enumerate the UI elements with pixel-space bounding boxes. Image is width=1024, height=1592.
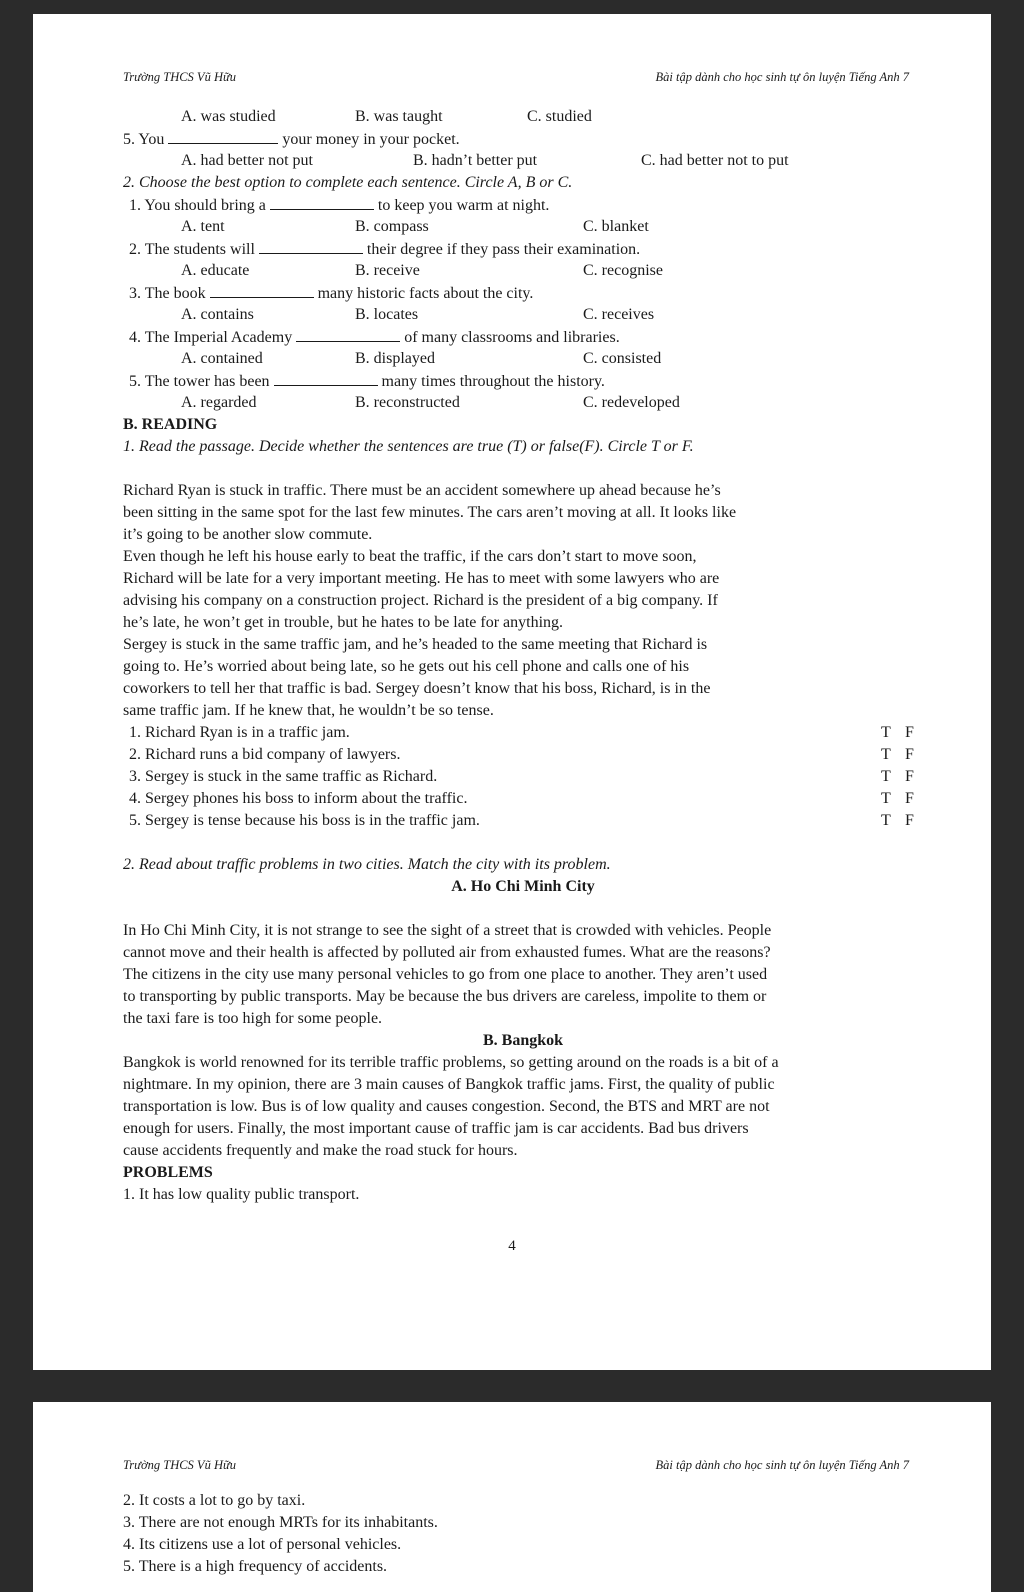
question-start: 2. The students will	[129, 241, 255, 258]
problems-list-continued	[123, 1490, 923, 1578]
paragraph-line: Bangkok is world renowned for its terrible traffic problems, so getting around on the roads is a bit of a	[123, 1054, 779, 1071]
tf-options	[881, 766, 929, 788]
paragraph-line: transportation is low. Bus is of low quality and causes congestion. Second, the BTS and MRT are not	[123, 1098, 770, 1115]
passage-line: coworkers to tell her that traffic is bad. Sergey doesn’t know that his boss, Richard, is in the	[123, 680, 711, 697]
passage-line: he’s late, he won’t get in trouble, but he hates to be late for anything.	[123, 614, 564, 631]
option-a: A. tent	[181, 218, 225, 235]
page-1-content	[123, 106, 923, 1206]
s2-q5	[123, 370, 923, 392]
problem-item: 3. There are not enough MRTs for its inhabitants.	[123, 1514, 438, 1531]
option-c: C. recognise	[583, 262, 663, 279]
tf-options	[881, 722, 929, 744]
paragraph-line: In Ho Chi Minh City, it is not strange to see the sight of a street that is crowded with vehicles. People	[123, 922, 772, 939]
passage-line: Richard Ryan is stuck in traffic. There must be an accident somewhere up ahead because he’s	[123, 482, 721, 499]
option-b: B. hadn’t better put	[413, 152, 538, 169]
false-option[interactable]: F	[905, 724, 914, 741]
grammar-q5	[123, 128, 923, 150]
option-a: A. had better not put	[181, 152, 313, 169]
false-option[interactable]: F	[905, 812, 914, 829]
grammar-q5-options	[123, 150, 923, 172]
statement-text: 3. Sergey is stuck in the same traffic as Richard.	[129, 768, 438, 785]
passage-line: it’s going to be another slow commute.	[123, 526, 373, 543]
question-start: 5. You	[123, 131, 165, 148]
paragraph-line: to transporting by public transports. May be because the bus drivers are careless, impolite to them or	[123, 988, 767, 1005]
option-b: B. was taught	[355, 108, 443, 125]
option-b: B. locates	[355, 306, 419, 323]
tf-statement	[123, 744, 923, 766]
statement-text: 2. Richard runs a bid company of lawyers.	[129, 746, 401, 763]
header-school-name: Trường THCS Vũ Hữu	[123, 70, 237, 84]
reading-instruction-1: 1. Read the passage. Decide whether the sentences are true (T) or false(F). Circle T or F.	[123, 438, 694, 455]
passage-line: same traffic jam. If he knew that, he wouldn’t be so tense.	[123, 702, 494, 719]
true-option[interactable]: T	[881, 746, 891, 763]
option-b: B. reconstructed	[355, 394, 460, 411]
option-a: A. was studied	[181, 108, 276, 125]
page-number: 4	[508, 1238, 516, 1254]
true-false-list	[123, 722, 923, 832]
option-b: B. compass	[355, 218, 429, 235]
answer-blank	[274, 370, 378, 386]
reading-passage	[123, 480, 923, 722]
grammar-q4-options	[123, 106, 923, 128]
question-start: 1. You should bring a	[129, 197, 266, 214]
passage-line: Sergey is stuck in the same traffic jam, and he’s headed to the same meeting that Richard is	[123, 636, 708, 653]
true-option[interactable]: T	[881, 790, 891, 807]
tf-statement	[123, 810, 923, 832]
option-a: A. contains	[181, 306, 254, 323]
option-a: A. educate	[181, 262, 250, 279]
option-c: C. blanket	[583, 218, 649, 235]
question-end: many historic facts about the city.	[317, 285, 534, 302]
city-b-text	[123, 1052, 923, 1162]
option-a: A. contained	[181, 350, 263, 367]
s2-q3-options	[123, 304, 923, 326]
answer-blank	[210, 282, 314, 298]
option-b: B. displayed	[355, 350, 435, 367]
paragraph-line: cannot move and their health is affected by polluted air from exhausted fumes. What are the reasons?	[123, 944, 771, 961]
document-page-2	[33, 1402, 991, 1592]
s2-q4-options	[123, 348, 923, 370]
question-start: 4. The Imperial Academy	[129, 329, 293, 346]
passage-line: Even though he left his house early to beat the traffic, if the cars don’t start to move soon,	[123, 548, 697, 565]
statement-text: 4. Sergey phones his boss to inform about the traffic.	[129, 790, 468, 807]
section-2-instruction: 2. Choose the best option to complete each sentence. Circle A, B or C.	[123, 174, 573, 191]
document-page-1	[33, 14, 991, 1370]
header-subject: Bài tập dành cho học sinh tự ôn luyện Tiếng Anh 7	[655, 1458, 909, 1472]
tf-options	[881, 810, 929, 832]
problem-item: 4. Its citizens use a lot of personal vehicles.	[123, 1536, 402, 1553]
option-c: C. redeveloped	[583, 394, 680, 411]
question-start: 5. The tower has been	[129, 373, 270, 390]
question-end: your money in your pocket.	[282, 131, 460, 148]
paragraph-line: the taxi fare is too high for some people.	[123, 1010, 383, 1027]
false-option[interactable]: F	[905, 746, 914, 763]
false-option[interactable]: F	[905, 768, 914, 785]
answer-blank	[270, 194, 374, 210]
option-a: A. regarded	[181, 394, 257, 411]
passage-line: been sitting in the same spot for the last few minutes. The cars aren’t moving at all. It looks like	[123, 504, 737, 521]
answer-blank	[296, 326, 400, 342]
question-start: 3. The book	[129, 285, 206, 302]
header-school-name: Trường THCS Vũ Hữu	[123, 1458, 237, 1472]
question-end: to keep you warm at night.	[377, 197, 550, 214]
true-option[interactable]: T	[881, 812, 891, 829]
question-end: many times throughout the history.	[381, 373, 605, 390]
option-c: C. consisted	[583, 350, 662, 367]
question-end: their degree if they pass their examination.	[366, 241, 641, 258]
s2-q2	[123, 238, 923, 260]
s2-q3	[123, 282, 923, 304]
paragraph-line: nightmare. In my opinion, there are 3 main causes of Bangkok traffic jams. First, the quality of public	[123, 1076, 775, 1093]
option-b: B. receive	[355, 262, 420, 279]
city-a-text	[123, 920, 923, 1030]
option-c: C. studied	[527, 108, 592, 125]
passage-line: advising his company on a construction project. Richard is the president of a big company. If	[123, 592, 718, 609]
paragraph-line: enough for users. Finally, the most important cause of traffic jam is car accidents. Bad bus drivers	[123, 1120, 749, 1137]
paragraph-line: cause accidents frequently and make the road stuck for hours.	[123, 1142, 518, 1159]
s2-q1	[123, 194, 923, 216]
false-option[interactable]: F	[905, 790, 914, 807]
problems-list	[123, 1184, 923, 1206]
header-subject: Bài tập dành cho học sinh tự ôn luyện Tiếng Anh 7	[655, 70, 909, 84]
answer-blank	[259, 238, 363, 254]
problem-item: 1. It has low quality public transport.	[123, 1186, 360, 1203]
tf-options	[881, 788, 929, 810]
passage-line: Richard will be late for a very important meeting. He has to meet with some lawyers who are	[123, 570, 720, 587]
true-option[interactable]: T	[881, 768, 891, 785]
tf-options	[881, 744, 929, 766]
problem-item: 2. It costs a lot to go by taxi.	[123, 1492, 306, 1509]
option-c: C. receives	[583, 306, 655, 323]
s2-q2-options	[123, 260, 923, 282]
s2-q4	[123, 326, 923, 348]
true-option[interactable]: T	[881, 724, 891, 741]
problems-title: PROBLEMS	[123, 1164, 213, 1181]
option-c: C. had better not to put	[641, 152, 789, 169]
statement-text: 1. Richard Ryan is in a traffic jam.	[129, 724, 350, 741]
passage-line: going to. He’s worried about being late, so he gets out his cell phone and calls one of his	[123, 658, 690, 675]
answer-blank	[168, 128, 278, 144]
s2-q1-options	[123, 216, 923, 238]
paragraph-line: The citizens in the city use many personal vehicles to go from one place to another. They aren’t used	[123, 966, 768, 983]
tf-statement	[123, 788, 923, 810]
reading-title: B. READING	[123, 416, 218, 433]
s2-q5-options	[123, 392, 923, 414]
city-b-title: B. Bangkok	[482, 1032, 564, 1049]
question-end: of many classrooms and libraries.	[404, 329, 620, 346]
tf-statement	[123, 722, 923, 744]
city-a-title: A. Ho Chi Minh City	[451, 878, 595, 895]
problem-item: 5. There is a high frequency of accidents.	[123, 1558, 388, 1575]
statement-text: 5. Sergey is tense because his boss is in the traffic jam.	[129, 812, 480, 829]
reading-instruction-2: 2. Read about traffic problems in two cities. Match the city with its problem.	[123, 856, 611, 873]
tf-statement	[123, 766, 923, 788]
